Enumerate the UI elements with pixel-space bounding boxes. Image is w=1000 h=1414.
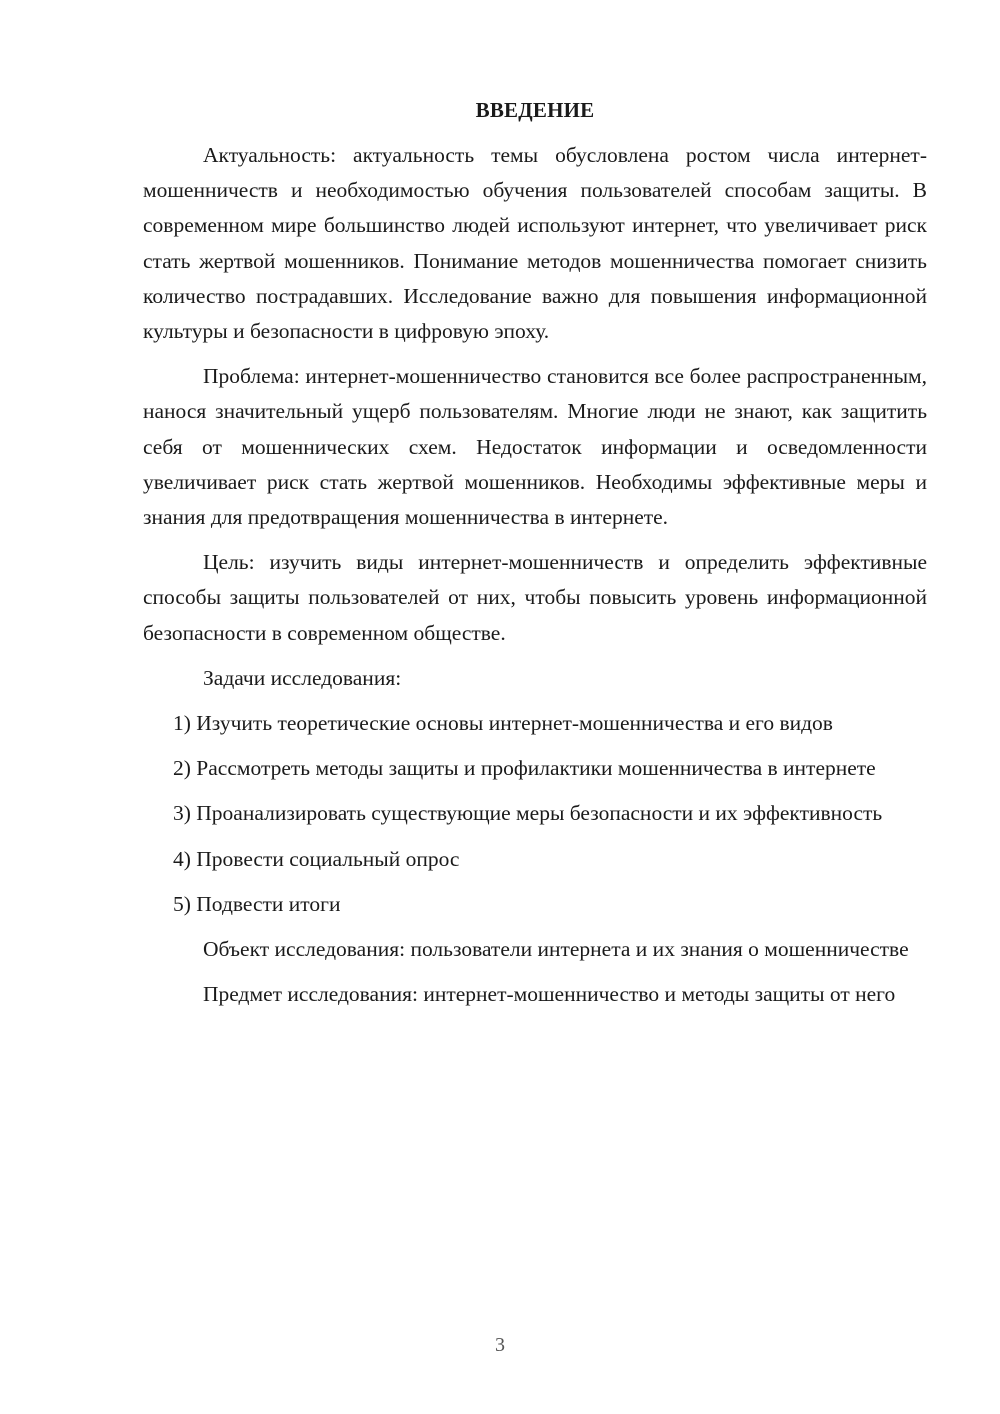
paragraph-relevance: Актуальность: актуальность темы обусловлена ростом числа интернет-мошенничеств и необходимостью обучения пользователей способам защиты. В современном мире большинство людей используют интернет, что увеличивает риск стать жертвой мошенников. Понимание методов мошенничества помогает снизить количество пострадавших. Исследование важно для повышения информационной культуры и безопасности в цифровую эпоху. bbox=[143, 143, 927, 344]
task-item-1: 1) Изучить теоретические основы интернет-мошенничества и его видов bbox=[173, 711, 833, 736]
document-page bbox=[143, 96, 927, 1012]
tasks-heading: Задачи исследования: bbox=[203, 665, 402, 690]
task-item-3: 3) Проанализировать существующие меры безопасности и их эффективность bbox=[173, 801, 883, 826]
task-item-5: 5) Подвести итоги bbox=[173, 891, 341, 916]
task-item-2: 2) Рассмотреть методы защиты и профилактики мошенничества в интернете bbox=[173, 756, 876, 781]
paragraph-goal: Цель: изучить виды интернет-мошенничеств и определить эффективные способы защиты пользователей от них, чтобы повысить уровень информационной безопасности в современном обществе. bbox=[143, 550, 927, 645]
paragraph-problem: Проблема: интернет-мошенничество становится все более распространенным, нанося значительный ущерб пользователям. Многие люди не знают, как защитить себя от мошеннических схем. Недостаток информации и осведомленности увеличивает риск стать жертвой мошенников. Необходимы эффективные меры и знания для предотвращения мошенничества в интернете. bbox=[143, 364, 927, 530]
paragraph-object: Объект исследования: пользователи интернета и их знания о мошенничестве bbox=[203, 937, 909, 962]
page-number: 3 bbox=[495, 1334, 505, 1356]
section-title: ВВЕДЕНИЕ bbox=[475, 98, 595, 122]
task-item-4: 4) Провести социальный опрос bbox=[173, 846, 460, 871]
paragraph-subject: Предмет исследования: интернет-мошенничество и методы защиты от него bbox=[203, 982, 896, 1007]
